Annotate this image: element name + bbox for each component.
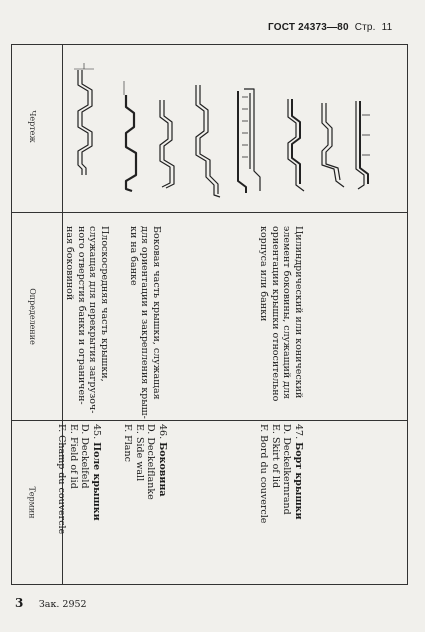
page-label: Стр.: [354, 22, 376, 33]
entry-45-translation-e: E. Field of lid: [68, 424, 79, 489]
entry-45-definition-line: ного отверстия банки и ограничен-: [76, 226, 87, 405]
lid-profile-bead-drawing: [356, 101, 370, 189]
entry-47-terms: [258, 424, 304, 523]
column-header-drawing: Чертеж: [27, 110, 37, 143]
lid-profile-field-drawing: [74, 63, 94, 175]
entry-46-definition-line: ки на банке: [128, 226, 139, 286]
standard-number: ГОСТ 24373—80: [268, 22, 349, 33]
entry-45-translation-f: F. Champ du couvercle: [56, 424, 68, 535]
entry-47-definition-line: Цилиндрический или конический: [293, 226, 304, 399]
entry-47-definition: [258, 226, 304, 401]
lid-profile-skirt-drawing: [288, 99, 304, 191]
entry-46-translation-f: F. Flanc: [122, 424, 134, 462]
column-header-terms: Термин: [27, 486, 37, 519]
entry-47-definition-line: корпуса или банки: [258, 226, 270, 322]
lid-profile-flank-drawing: [160, 100, 174, 188]
entry-45-translation-d: D. Deckelfeld: [79, 424, 91, 489]
entry-47-term: Борт крышки: [293, 442, 304, 520]
entry-47-definition-line: ориентации крышки относительно: [270, 226, 281, 402]
footer-page-number: 3: [15, 596, 24, 610]
lid-profile-double-wall-drawing: [238, 89, 260, 193]
entry-45-terms: [56, 424, 102, 534]
entry-46-definition-line: Боковая часть крышки, служащая: [151, 226, 162, 400]
entry-45-definition-line: ная боковиной: [64, 226, 76, 301]
entry-47-translation-d: D. Deckelkernrand: [281, 424, 293, 515]
lid-profile-seam-drawing: [196, 85, 220, 197]
lid-profile-conical-drawing: [322, 103, 344, 187]
entry-46-number: 46.: [157, 424, 168, 440]
entry-46-term: Боковина: [157, 442, 168, 497]
drawings-area: [64, 45, 404, 210]
row-divider-drawing: [11, 212, 407, 213]
entry-47-translation-f: F. Bord du couvercle: [258, 424, 270, 524]
lid-profile-side-wall-drawing: [124, 81, 136, 191]
entry-45-definition: [64, 226, 110, 413]
order-number: Зак. 2952: [38, 599, 87, 610]
row-divider-definition: [11, 420, 407, 421]
entry-47-number: 47.: [293, 424, 304, 440]
entry-46-translation-e: E. Side wall: [134, 424, 145, 482]
entry-46-definition-line: для ориентации и закрепления крыш-: [139, 226, 151, 419]
entry-45-term: Поле крышки: [91, 442, 102, 521]
entry-45-definition-line: Плоскосредняя часть крышки,: [99, 226, 110, 382]
entry-45-definition-line: служащая для перекрытия загрузоч-: [87, 226, 99, 414]
entry-47-definition-line: элемент боковины, служащий для: [281, 226, 293, 400]
entry-45-number: 45.: [91, 424, 102, 440]
entry-46-terms: [122, 424, 168, 500]
entry-46-translation-d: D. Deckelflanke: [145, 424, 157, 500]
page-number: 11: [381, 22, 393, 33]
entry-47-translation-e: E. Skirt of lid: [270, 424, 281, 489]
page-header: [268, 22, 392, 33]
page-footer: [15, 596, 87, 610]
column-header-definition: Определение: [27, 288, 37, 345]
entry-46-definition: [128, 226, 163, 419]
